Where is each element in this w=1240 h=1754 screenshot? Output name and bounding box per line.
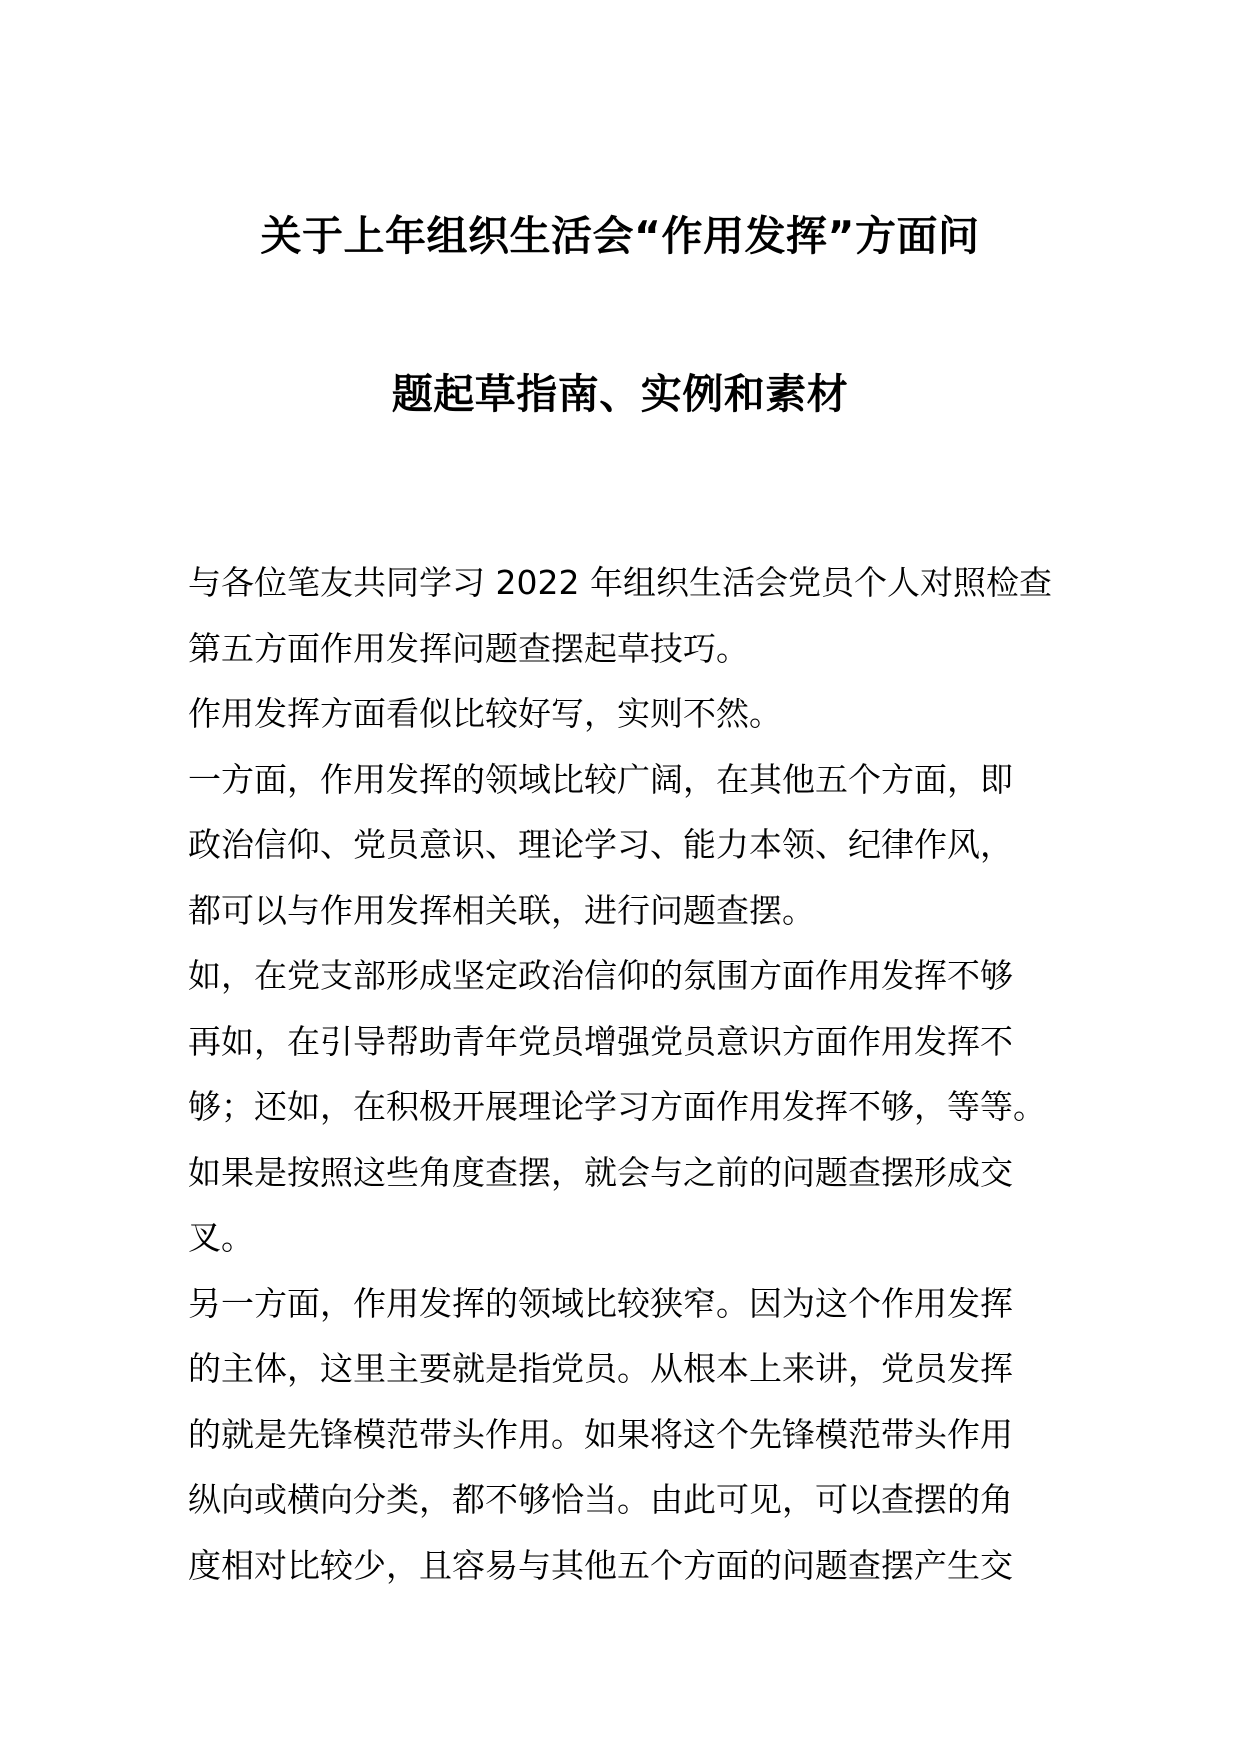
body-line: 第五方面作用发挥问题查摆起草技巧。 — [188, 628, 749, 668]
body-line: 再如，在引导帮助青年党员增强党员意识方面作用发挥不 — [188, 1021, 1013, 1061]
body-line: 的就是先锋模范带头作用。如果将这个先锋模范带头作用 — [188, 1414, 1013, 1454]
body-line: 一方面，作用发挥的领域比较广阔，在其他五个方面，即 — [188, 759, 1013, 799]
body-line: 如果是按照这些角度查摆，就会与之前的问题查摆形成交 — [188, 1152, 1013, 1192]
document-body — [188, 550, 1068, 1598]
document-title-line-2: 题起草指南、实例和素材 — [391, 370, 849, 418]
body-line: 政治信仰、党员意识、理论学习、能力本领、纪律作风， — [188, 825, 1013, 864]
document-title-line-1: 关于上年组织生活会“作用发挥”方面问 — [260, 212, 980, 260]
body-line: 如，在党支部形成坚定政治信仰的氛围方面作用发挥不够 — [188, 956, 1013, 995]
body-line: 与各位笔友共同学习 2022 年组织生活会党员个人对照检查 — [188, 563, 1052, 602]
body-line: 度相对比较少，且容易与其他五个方面的问题查摆产生交 — [188, 1545, 1013, 1585]
body-line: 够；还如，在积极开展理论学习方面作用发挥不够，等等。 — [188, 1087, 1046, 1126]
body-line: 叉。 — [188, 1218, 254, 1257]
body-line: 都可以与作用发挥相关联，进行问题查摆。 — [188, 890, 815, 930]
body-line: 作用发挥方面看似比较好写，实则不然。 — [188, 694, 782, 733]
body-line: 另一方面，作用发挥的领域比较狭窄。因为这个作用发挥 — [188, 1283, 1013, 1323]
body-line: 纵向或横向分类，都不够恰当。由此可见，可以查摆的角 — [188, 1480, 1013, 1519]
body-line: 的主体，这里主要就是指党员。从根本上来讲，党员发挥 — [188, 1349, 1013, 1388]
